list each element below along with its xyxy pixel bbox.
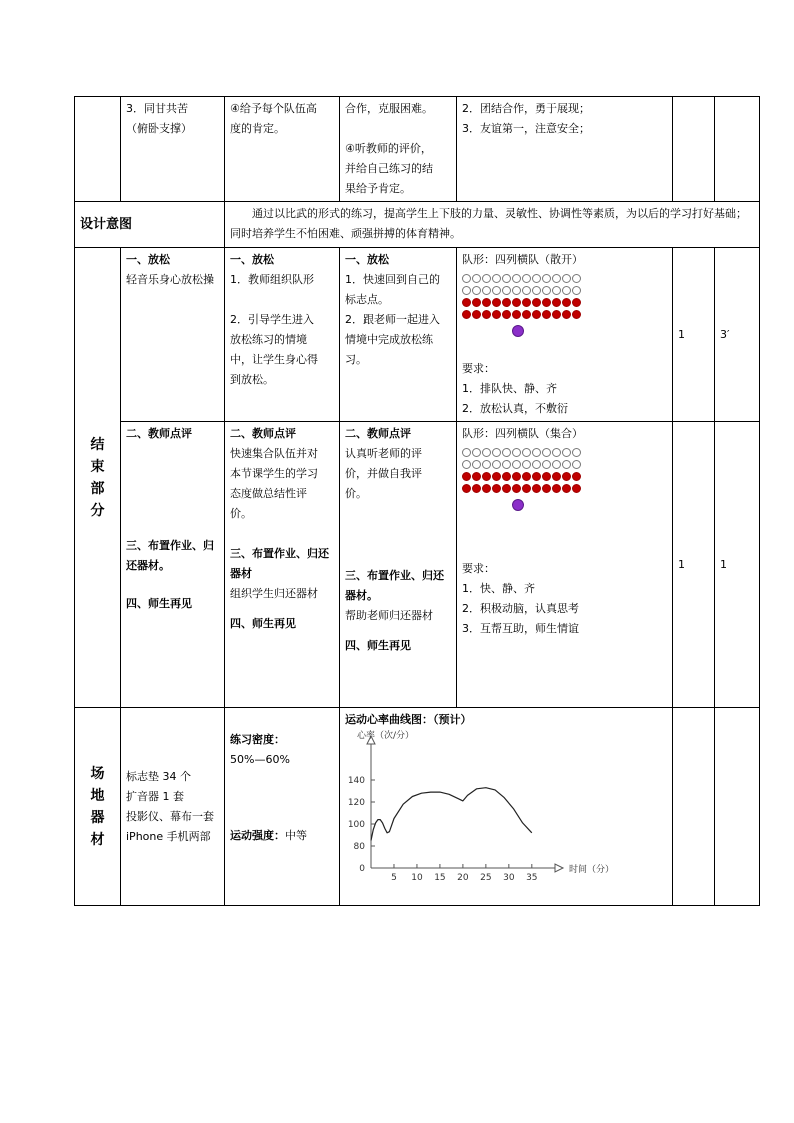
review-content-cell (121, 422, 225, 708)
relax-formation: 队形：四列横队（散开） (462, 253, 583, 266)
spacer (230, 710, 334, 730)
spacer (462, 513, 667, 559)
equipment-line: 投影仪、幕布一套 (126, 809, 214, 823)
spacer (462, 339, 667, 359)
student-empty-dot (532, 460, 541, 469)
spacer (230, 604, 334, 614)
student-empty-dot (502, 286, 511, 295)
formation-diagram-scattered (462, 274, 667, 337)
student-empty-dot (462, 448, 471, 457)
x-tick-label: 30 (503, 873, 515, 883)
top-times-cell (673, 97, 715, 202)
student-line: 并给自己练习的结 (345, 162, 433, 175)
student-filled-dot (562, 484, 571, 493)
student-empty-dot (512, 286, 521, 295)
student-empty-dot (572, 286, 581, 295)
student-filled-dot (562, 298, 571, 307)
student-filled-dot (522, 472, 531, 481)
student-empty-dot (482, 274, 491, 283)
student-filled-dot (522, 298, 531, 307)
teacher-line (230, 290, 334, 310)
student-filled-dot (492, 310, 501, 319)
student-empty-dot (472, 460, 481, 469)
student-empty-dot (472, 274, 481, 283)
top-content-cell (121, 97, 225, 202)
student-filled-dot (542, 484, 551, 493)
student-empty-dot (542, 448, 551, 457)
student-filled-dot (562, 472, 571, 481)
student-line: ④听教师的评价， (345, 142, 432, 155)
lesson-plan-table (74, 96, 760, 906)
review-content-title3: 四、师生再见 (126, 597, 192, 610)
review-formation: 队形：四列横队（集合） (462, 427, 583, 440)
x-tick-label: 5 (391, 873, 397, 883)
student-line: 习。 (345, 353, 367, 366)
student-filled-dot (462, 484, 471, 493)
x-tick-label: 25 (480, 873, 492, 883)
student-line: 标志点。 (345, 293, 389, 306)
formation-row (462, 448, 667, 459)
student-empty-dot (502, 460, 511, 469)
student-empty-dot (532, 274, 541, 283)
equipment-line: iPhone 手机两部 (126, 829, 211, 843)
top-student-cell (340, 97, 457, 202)
student-filled-dot (482, 472, 491, 481)
student-empty-dot (542, 274, 551, 283)
review-student-title3: 四、师生再见 (345, 639, 411, 652)
student-empty-dot (572, 448, 581, 457)
student-empty-dot (482, 286, 491, 295)
y-tick-label: 140 (347, 776, 365, 786)
relax-teacher-title: 一、放松 (230, 253, 274, 266)
req-line: 2．积极动脑，认真思考 (462, 602, 579, 615)
student-empty-dot (562, 460, 571, 469)
content-line: 3．同甘共苦 (126, 102, 188, 115)
student-filled-dot (532, 472, 541, 481)
student-filled-dot (572, 310, 581, 319)
review-content-title2: 三、布置作业、归还器材。 (126, 539, 214, 572)
student-empty-dot (512, 274, 521, 283)
spacer (126, 444, 219, 536)
student-empty-dot (532, 286, 541, 295)
venue-duration-cell (715, 708, 760, 906)
review-teacher-title: 二、教师点评 (230, 427, 296, 440)
design-text: 通过以比武的形式的练习，提高学生上下肢的力量、灵敏性、协调性等素质，为以后的学习打好基础；同时培养学生不怕困难、顽强拼搏的体育精神。 (225, 202, 760, 248)
heart-rate-chart (345, 730, 665, 890)
student-filled-dot (552, 484, 561, 493)
spacer (230, 770, 334, 826)
student-empty-dot (542, 286, 551, 295)
review-content-title: 二、教师点评 (126, 427, 192, 440)
student-filled-dot (552, 472, 561, 481)
req-line: 1．快、静、齐 (462, 582, 535, 595)
review-times-cell: 1 (673, 422, 715, 708)
spacer (345, 626, 451, 636)
student-filled-dot (562, 310, 571, 319)
student-filled-dot (542, 298, 551, 307)
teacher-line: 放松练习的情境 (230, 333, 307, 346)
student-empty-dot (572, 274, 581, 283)
y-tick-label: 80 (353, 842, 365, 852)
student-line: 情境中完成放松练 (345, 333, 433, 346)
student-empty-dot (502, 448, 511, 457)
density-label: 练习密度： (230, 733, 285, 746)
equipment-line: 扩音器 1 套 (126, 789, 184, 803)
review-teacher-text2: 组织学生归还器材 (230, 587, 318, 600)
review-student-cell (340, 422, 457, 708)
content-line: （俯卧支撑） (126, 122, 192, 135)
design-label: 设计意图 (75, 202, 225, 248)
student-empty-dot (572, 460, 581, 469)
student-filled-dot (472, 310, 481, 319)
org-line: 3．友谊第一，注意安全； (462, 122, 590, 135)
student-empty-dot (492, 286, 501, 295)
student-filled-dot (502, 484, 511, 493)
teacher-line: 态度做总结性评 (230, 487, 307, 500)
section-label-text: 结 束 部 分 (90, 436, 105, 519)
heart-rate-chart-cell (340, 708, 673, 906)
review-teacher-title3: 四、师生再见 (230, 617, 296, 630)
student-empty-dot (552, 286, 561, 295)
student-empty-dot (562, 286, 571, 295)
student-filled-dot (482, 310, 491, 319)
teacher-line: 快速集合队伍并对 (230, 447, 318, 460)
intensity-label: 运动强度： (230, 829, 285, 842)
formation-row (462, 484, 667, 495)
chart-title: 运动心率曲线图：（预计） (345, 713, 472, 726)
student-filled-dot (572, 472, 581, 481)
student-filled-dot (482, 298, 491, 307)
formation-row (462, 460, 667, 471)
student-empty-dot (552, 448, 561, 457)
section-label-text: 场 地 器 材 (90, 765, 105, 848)
top-section-cell (75, 97, 121, 202)
student-empty-dot (552, 460, 561, 469)
equipment-cell (121, 708, 225, 906)
student-filled-dot (472, 298, 481, 307)
student-filled-dot (522, 484, 531, 493)
student-filled-dot (492, 298, 501, 307)
formation-row (462, 274, 667, 285)
student-line: 价。 (345, 487, 367, 500)
student-empty-dot (472, 286, 481, 295)
req-line: 1．排队快、静、齐 (462, 382, 557, 395)
student-empty-dot (562, 448, 571, 457)
ending-section-label (75, 248, 121, 708)
student-empty-dot (502, 274, 511, 283)
student-filled-dot (532, 310, 541, 319)
relax-content-title: 一、放松 (126, 253, 170, 266)
teacher-line: 1．教师组织队形 (230, 273, 314, 286)
teacher-line: 价。 (230, 507, 252, 520)
density-cell (225, 708, 340, 906)
relax-duration-cell: 3′ (715, 248, 760, 422)
student-filled-dot (502, 298, 511, 307)
student-empty-dot (482, 448, 491, 457)
student-filled-dot (492, 484, 501, 493)
spacer (126, 576, 219, 594)
review-req-title: 要求： (462, 562, 495, 575)
relax-student-cell (340, 248, 457, 422)
student-line: 价，并做自我评 (345, 467, 422, 480)
review-student-title: 二、教师点评 (345, 427, 411, 440)
equipment-line: 标志垫 34 个 (126, 769, 191, 783)
student-filled-dot (502, 310, 511, 319)
venue-times-cell (673, 708, 715, 906)
relax-content-text: 轻音乐身心放松操 (126, 273, 214, 286)
student-filled-dot (462, 472, 471, 481)
student-empty-dot (492, 274, 501, 283)
student-filled-dot (462, 298, 471, 307)
top-teacher-cell (225, 97, 340, 202)
y-tick-label: 0 (359, 864, 365, 874)
student-filled-dot (572, 298, 581, 307)
review-student-title2: 三、布置作业、归还器材。 (345, 569, 444, 602)
student-filled-dot (542, 472, 551, 481)
formation-row (462, 310, 667, 321)
student-filled-dot (492, 472, 501, 481)
student-filled-dot (472, 472, 481, 481)
req-line: 2．放松认真，不敷衍 (462, 402, 568, 415)
teacher-position-icon (512, 325, 524, 337)
formation-diagram-gathered (462, 448, 667, 511)
student-filled-dot (522, 310, 531, 319)
student-line: 合作，克服困难。 (345, 102, 433, 115)
teacher-line: 度的肯定。 (230, 122, 285, 135)
teacher-line: ④给予每个队伍高 (230, 102, 317, 115)
relax-student-title: 一、放松 (345, 253, 389, 266)
formation-row (462, 298, 667, 309)
y-tick-label: 100 (347, 820, 365, 830)
student-filled-dot (552, 298, 561, 307)
y-axis-label: 心率（次/分） (357, 731, 415, 741)
venue-row (75, 708, 760, 906)
relax-org-cell (457, 248, 673, 422)
student-filled-dot (542, 310, 551, 319)
relax-content-cell (121, 248, 225, 422)
student-empty-dot (482, 460, 491, 469)
student-filled-dot (532, 298, 541, 307)
student-empty-dot (462, 286, 471, 295)
density-value: 50%—60% (230, 753, 290, 766)
student-empty-dot (462, 274, 471, 283)
student-empty-dot (532, 448, 541, 457)
relax-req-title: 要求： (462, 362, 495, 375)
formation-row (462, 472, 667, 483)
student-filled-dot (512, 298, 521, 307)
teacher-line: 本节课学生的学习 (230, 467, 318, 480)
teacher-line: 中，让学生身心得 (230, 353, 318, 366)
review-student-text2: 帮助老师归还器材 (345, 609, 433, 622)
student-line: 果给予肯定。 (345, 182, 411, 195)
student-filled-dot (462, 310, 471, 319)
student-filled-dot (572, 484, 581, 493)
student-empty-dot (462, 460, 471, 469)
student-filled-dot (512, 472, 521, 481)
review-org-cell (457, 422, 673, 708)
student-empty-dot (492, 448, 501, 457)
spacer (230, 524, 334, 544)
top-org-cell (457, 97, 673, 202)
student-empty-dot (542, 460, 551, 469)
student-filled-dot (472, 484, 481, 493)
student-empty-dot (512, 448, 521, 457)
top-duration-cell (715, 97, 760, 202)
teacher-line: 到放松。 (230, 373, 274, 386)
top-row (75, 97, 760, 202)
student-empty-dot (562, 274, 571, 283)
student-empty-dot (552, 274, 561, 283)
design-row (75, 202, 760, 248)
formation-row (462, 286, 667, 297)
x-tick-label: 35 (526, 873, 538, 883)
teacher-position-icon (512, 499, 524, 511)
relax-row (75, 248, 760, 422)
student-empty-dot (492, 460, 501, 469)
org-line: 2．团结合作，勇于展现； (462, 102, 590, 115)
relax-times-cell: 1 (673, 248, 715, 422)
student-filled-dot (482, 484, 491, 493)
req-line: 3．互帮互助，师生情谊 (462, 622, 579, 635)
student-filled-dot (552, 310, 561, 319)
student-empty-dot (522, 286, 531, 295)
student-empty-dot (522, 448, 531, 457)
x-axis-arrow (555, 864, 563, 872)
x-tick-label: 10 (411, 873, 423, 883)
intensity-value: 中等 (285, 829, 307, 842)
venue-section-label (75, 708, 121, 906)
teacher-line: 2．引导学生进入 (230, 313, 314, 326)
y-tick-label: 120 (347, 798, 365, 808)
x-tick-label: 20 (457, 873, 469, 883)
student-empty-dot (522, 460, 531, 469)
review-teacher-cell (225, 422, 340, 708)
relax-teacher-cell (225, 248, 340, 422)
heart-rate-series-line (371, 788, 532, 841)
student-line: 2．跟老师一起进入 (345, 313, 440, 326)
student-line: 认真听老师的评 (345, 447, 422, 460)
student-line (345, 119, 451, 139)
review-row (75, 422, 760, 708)
x-axis-label: 时间（分） (569, 865, 615, 875)
spacer (345, 504, 451, 566)
student-empty-dot (512, 460, 521, 469)
student-empty-dot (522, 274, 531, 283)
x-tick-label: 15 (434, 873, 446, 883)
student-empty-dot (472, 448, 481, 457)
student-filled-dot (512, 310, 521, 319)
student-filled-dot (532, 484, 541, 493)
student-line: 1．快速回到自己的 (345, 273, 440, 286)
student-filled-dot (512, 484, 521, 493)
review-duration-cell: 1 (715, 422, 760, 708)
student-filled-dot (502, 472, 511, 481)
review-teacher-title2: 三、布置作业、归还器材 (230, 547, 329, 580)
